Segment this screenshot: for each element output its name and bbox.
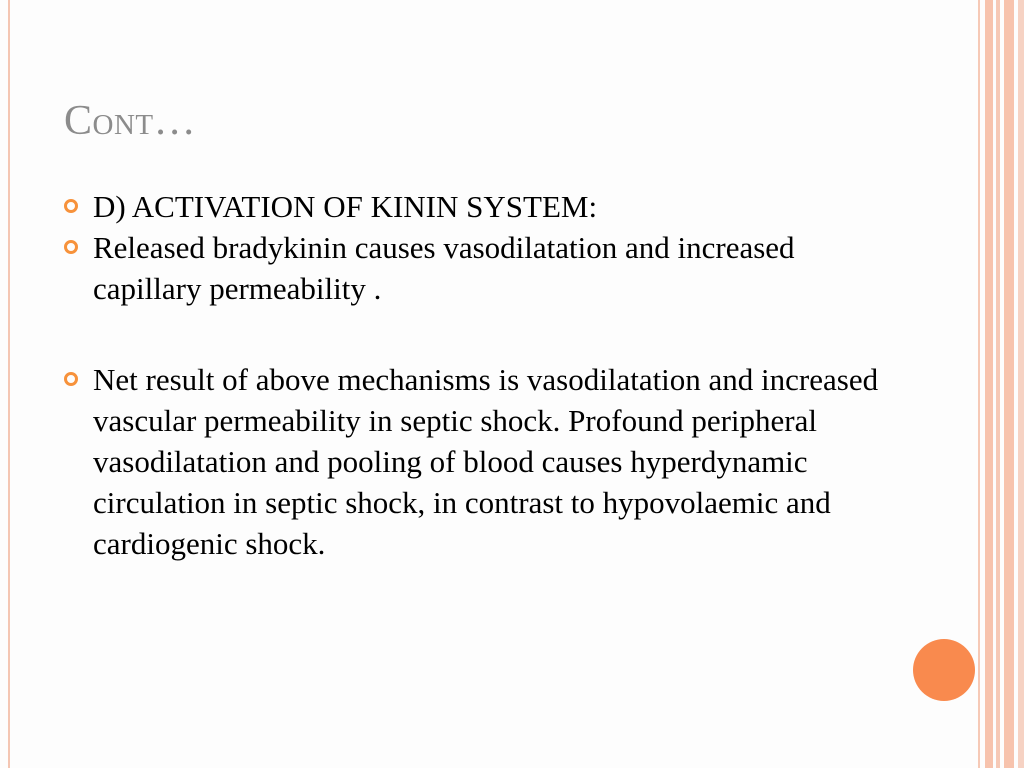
bullet-circle-icon xyxy=(64,240,78,254)
bullet-item xyxy=(60,359,880,564)
decorative-stripe xyxy=(978,0,980,768)
slide-left-border xyxy=(8,0,10,768)
decorative-stripe xyxy=(1018,0,1024,768)
bullet-circle-icon xyxy=(64,199,78,213)
bullet-text: Net result of above mechanisms is vasodilatation and increased vascular permeability in septic shock. Profound peripheral vasodilatation and pooling of blood causes hyperdynamic circulation in septic shock, in contrast to hypovolaemic and cardiogenic shock. xyxy=(93,362,879,561)
bullet-circle-icon xyxy=(64,372,78,386)
bullet-text: Released bradykinin causes vasodilatation and increased capillary permeability . xyxy=(93,230,795,306)
slide-title: Cont… xyxy=(64,98,197,144)
bullet-item xyxy=(60,186,880,227)
decorative-stripe xyxy=(985,0,993,768)
bullet-text: D) ACTIVATION OF KININ SYSTEM: xyxy=(93,189,598,224)
decorative-orange-circle-icon xyxy=(913,639,975,701)
decorative-stripe xyxy=(1004,0,1014,768)
decorative-stripe xyxy=(996,0,1000,768)
bullet-list xyxy=(60,186,880,564)
bullet-item xyxy=(60,227,880,309)
